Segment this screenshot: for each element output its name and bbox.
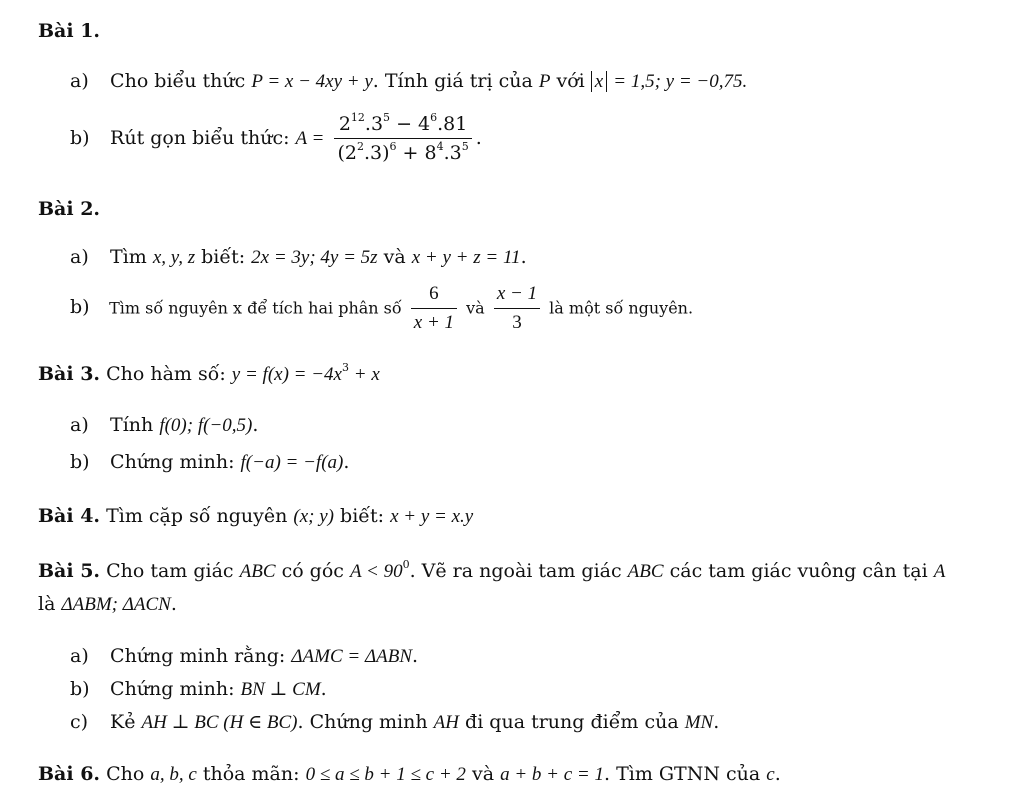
- exercise-5-line2: là ΔABM; ΔACN.: [38, 593, 177, 615]
- exercise-3a: a) Tính f(0); f(−0,5).: [70, 414, 259, 436]
- expression-p: P = x − 4xy + y: [251, 71, 373, 92]
- absolute-x: x: [591, 71, 607, 92]
- exercise-5a: a) Chứng minh rằng: ΔAMC = ΔABN.: [70, 645, 419, 667]
- exercise-3b: b) Chứng minh: f(−a) = −f(a).: [70, 451, 350, 473]
- exercise-2-title: Bài 2.: [38, 198, 101, 220]
- exercise-6: Bài 6. Cho a, b, c thỏa mãn: 0 ≤ a ≤ b + 1 ≤ c + 2 và a + b + c = 1. Tìm GTNN của c.: [38, 763, 781, 785]
- exercise-5c: c) Kẻ AH ⊥ BC (H ∈ BC). Chứng minh AH đi qua trung điểm của MN.: [70, 711, 720, 733]
- exercise-2a: a) Tìm x, y, z biết: 2x = 3y; 4y = 5z và x + y + z = 11.: [70, 246, 527, 268]
- exercise-1b: b) Rút gọn biểu thức: A = $\frac{2^{12}.3^5 - 4^6.81}{(2^2.3)^6 + 8^4.3^5}$ .: [70, 111, 482, 164]
- exercise-2b: b) Tìm số nguyên x để tích hai phân số $\frac{6}{x + 1}$ và $\frac{x - 1}{3}$ là một số nguyên.: [70, 283, 694, 333]
- exercise-5: Bài 5. Cho tam giác ABC có góc $A < 90^0$. Vẽ ra ngoài tam giác ABC các tam giác vuông cân tại A: [38, 558, 946, 582]
- exercise-3: Bài 3. Cho hàm số: $y = f(x) = -4x^3 + x$: [38, 361, 380, 385]
- exercise-5b: b) Chứng minh: BN ⊥ CM.: [70, 678, 327, 700]
- exercise-1a: a) Cho biểu thức P = x − 4xy + y. Tính giá trị của P với x = 1,5; y = −0,75.: [70, 70, 748, 92]
- fraction-x-minus-1: $\frac{x - 1}{3}$: [494, 283, 540, 335]
- exercise-4: Bài 4. Tìm cặp số nguyên (x; y) biết: x + y = x.y: [38, 505, 474, 527]
- fraction-6: $\frac{6}{x + 1}$: [411, 283, 457, 335]
- fraction-a: $\frac{2^{12}.3^5 - 4^6.81}{(2^2.3)^6 + 8^4.3^5}$: [334, 113, 471, 165]
- exercise-1-title: Bài 1.: [38, 20, 101, 42]
